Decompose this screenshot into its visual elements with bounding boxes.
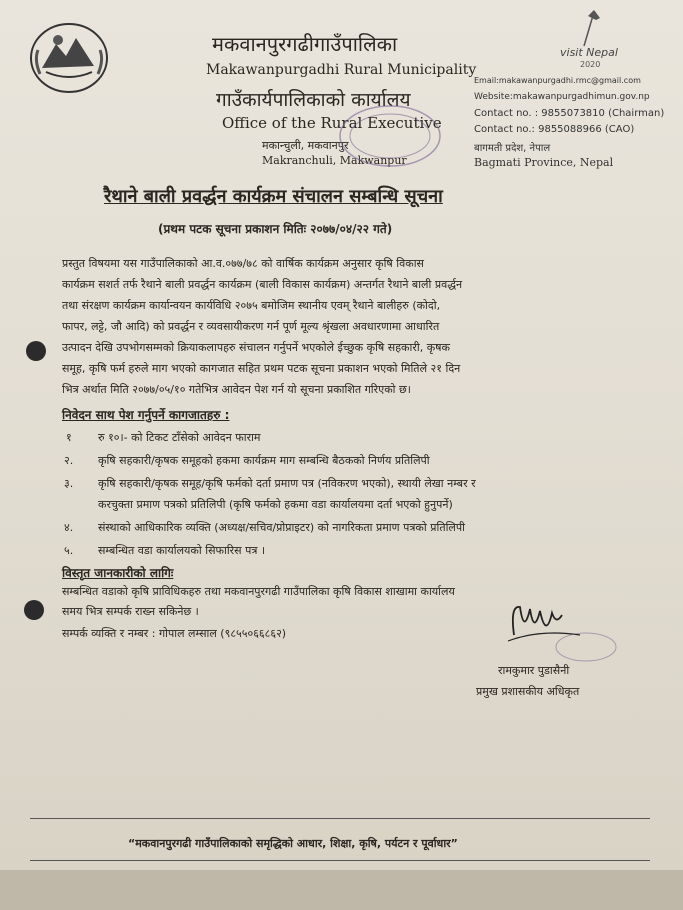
doc-item: सम्बन्धित वडा कार्यालयको सिफारिस पत्र । [98,544,266,557]
footer-slogan: “मकवानपुरगढी गाउँपालिकाको समृद्धिको आधार, शिक्षा, कृषि, पर्यटन र पूर्वाधार” [128,837,458,850]
docs-heading: निवेदन साथ पेश गर्नुपर्ने कागजातहरु : [62,408,230,422]
signatory-designation: प्रमुख प्रशासकीय अधिकृत [476,685,580,698]
visit-nepal-text: visit Nepal [560,46,618,59]
info-line: समय भित्र सम्पर्क राख्न सकिनेछ । [62,605,199,618]
office-title-en: Office of the Rural Executive [222,114,442,132]
contact-website: Website:makawanpurgadhimun.gov.np [474,92,650,102]
info-line: सम्पर्क व्यक्ति र नम्बर : गोपाल लम्साल (९८५५०६६८६२) [62,627,287,640]
province-np: बागमती प्रदेश, नेपाल [474,143,551,154]
contact-email: Email:makawanpurgadhi.rmc@gmail.com [474,76,641,85]
body-line: कार्यक्रम सशर्त तर्फ रैथाने बाली प्रवर्द्धन कार्यक्रम (बाली विकास कार्यक्रम) अन्तर्गत रैथाने बाली प्रवर्द्धन [62,278,463,291]
punch-hole [24,600,44,620]
doc-number: २. [64,454,74,467]
province-en: Bagmati Province, Nepal [474,156,614,169]
signatory-name: रामकुमार पुडासैनी [498,664,570,677]
punch-hole [26,341,46,361]
doc-item: कृषि सहकारी/कृषक समूहको हकमा कार्यक्रम माग सम्बन्धि बैठकको निर्णय प्रतिलिपी [98,454,430,467]
doc-number: ४. [64,521,74,534]
body-line: फापर, लट्टे, जौ आदि) को प्रवर्द्धन र व्यवसायीकरण गर्न पूर्ण मूल्य श्रृंखला अवधारणामा आधारित [62,320,440,333]
body-line: उत्पादन देखि उपभोगसम्मको क्रियाकलापहरु संचालन गर्नुपर्ने भएकोले ईच्छुक कृषि सहकारी, कृषक [62,341,450,354]
page-bottom-edge [0,870,683,910]
doc-number: ३. [64,477,74,490]
footer-divider [30,860,650,861]
info-heading: विस्तृत जानकारीको लागिः [62,566,174,580]
contact-chairman: Contact no. : 9855073810 (Chairman) [474,108,665,119]
office-title-np: गाउँकार्यपालिकाको कार्यालय [216,89,411,111]
municipality-title-np: मकवानपुरगढीगाउँपालिका [212,32,398,56]
notice-subtitle: (प्रथम पटक सूचना प्रकाशन मितिः २०७७/०४/२२ गते) [158,222,393,236]
municipality-title-en: Makawanpurgadhi Rural Municipality [206,62,477,78]
info-line: सम्बन्धित वडाको कृषि प्राविधिकहरु तथा मकवानपुरगढी गाउँपालिका कृषि विकास शाखामा कार्यालय [62,585,455,598]
body-line: प्रस्तुत विषयमा यस गाउँपालिकाको आ.व.०७७/७८ को वार्षिक कार्यक्रम अनुसार कृषि विकास [62,257,424,270]
address-en: Makranchuli, Makwanpur [262,154,407,167]
office-stamp [310,100,450,180]
address-np: मकान्चुली, मकवानपुर [262,139,349,152]
doc-item: रु १०।- को टिकट टाँसेको आवेदन फाराम [98,431,261,444]
body-line: भित्र अर्थात मिति २०७७/०५/१० गतेभित्र आवेदन पेश गर्न यो सूचना प्रकाशित गरिएको छ। [62,383,411,396]
body-line: समूह, कृषि फर्म हरुले माग भएको कागजात सहित प्रथम पटक सूचना प्रकाशन भएको मितिले २१ दिन [62,362,461,375]
doc-number: ५. [64,544,74,557]
municipality-logo [28,20,110,94]
doc-item: संस्थाको आधिकारिक व्यक्ति (अध्यक्ष/सचिव/प्रोप्राइटर) को नागरिकता प्रमाण पत्रको प्रतिलिपी [98,521,465,534]
doc-item: कृषि सहकारी/कृषक समूह/कृषि फर्मको दर्ता प्रमाण पत्र (नविकरण भएको), स्थायी लेखा नम्बर र [98,477,476,490]
signature [500,595,620,670]
doc-number: १ [66,431,72,444]
doc-item: करचुक्ता प्रमाण पत्रको प्रतिलिपी (कृषि फर्मको हकमा वडा कार्यालयमा दर्ता भएको हुनुपर्ने) [98,498,453,511]
notice-title: रैथाने बाली प्रवर्द्धन कार्यक्रम संचालन सम्बन्धि सूचना [104,186,443,207]
body-line: तथा संरक्षण कार्यक्रम कार्यान्वयन कार्यविधि २०७५ बमोजिम स्थानीय एवम् रैथाने बालीहरु (कोदो, [62,299,441,312]
visit-nepal-year: 2020 [580,60,601,69]
contact-cao: Contact no.: 9855088966 (CAO) [474,124,635,135]
footer-divider [30,818,650,819]
